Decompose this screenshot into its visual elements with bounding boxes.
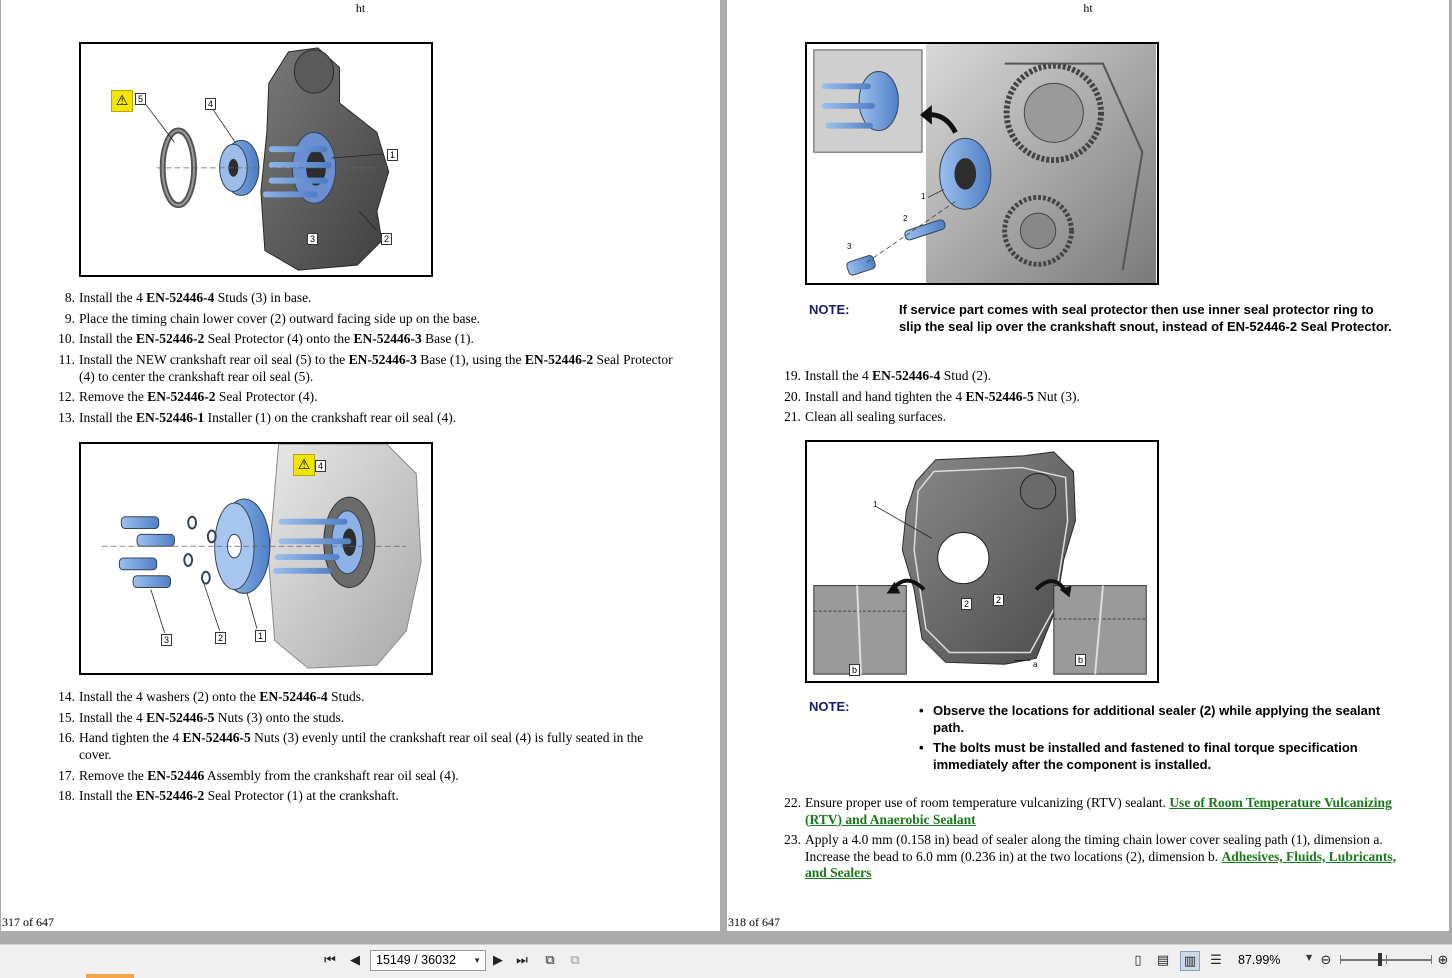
step-text: Base (1), using the [416,352,525,368]
step-number: 9. [64,310,75,326]
step-number: 12. [58,389,75,405]
page-header: ht [1083,1,1093,15]
step-number: 8. [64,290,75,305]
note-text: If service part comes with seal protector then use inner seal protector ring to slip the seal lip over the crankshaft snout, instead of EN-52446-2 Seal Protector. [899,302,1392,334]
page-317 [1,0,720,931]
step-text: Stud (2). [940,368,991,383]
page-318 [727,0,1449,931]
step-text: Clean all sealing surfaces. [805,409,946,425]
callout-3: 3 [161,634,172,646]
figure-label-1: 1 [873,500,878,509]
step-item [57,352,677,385]
step-number: 20. [784,388,801,404]
tool-number: EN-52446-3 [348,352,417,368]
step-22: 22. Ensure proper use of room temperature vulcanizing (RTV) sealant. Use of Room Temperature Vulcanizing (RTV) and Anaerobic Sealant [784,795,1392,827]
page-indicator: 15149 / 36032 [376,953,456,967]
page-header: ht [355,1,366,15]
page-footer: 317 of 647 [2,915,54,929]
step-number: 18. [58,788,75,804]
zoom-level[interactable]: 87.99% [1238,953,1281,967]
note-bullet: • Observe the locations for additional sealer (2) while applying the sealant path. [919,703,1409,736]
first-page-icon[interactable]: ⏮ [324,953,336,968]
page-number-select[interactable] [370,950,486,971]
step-number: 15. [58,709,75,725]
tool-number: EN-52446-2 [136,788,205,804]
step-item [783,389,1413,406]
figure-label-2: 2 [903,214,908,223]
step-item [57,788,677,805]
step-item [57,311,677,328]
tool-number: EN-52446-1 [136,409,205,425]
dimension-b-label: b [849,664,860,676]
tool-number: EN-52446-5 [182,730,251,746]
page-footer: 318 of 647 [728,915,780,929]
tool-number: EN-52446-2 [136,331,205,347]
goto-next-view-icon[interactable]: ⧉ [570,953,580,968]
callout-2: 2 [381,233,392,245]
step-text: Seal Protector (4) onto the [204,331,354,347]
tool-number: EN-52446 [147,767,205,783]
step-item [57,768,677,785]
step-text: Ensure proper use of room temperature vulcanizing (RTV) sealant. [805,795,1170,810]
dimension-a-label: a [1033,660,1038,669]
step-text: Seal Protector (4). [215,389,318,405]
step-text: Install the 4 [805,368,873,383]
step-text: Install the [79,331,136,347]
step-number: 17. [58,767,75,783]
callout-2: 2 [993,594,1004,606]
step-number: 21. [784,409,801,425]
callout-2: 2 [215,632,226,644]
chevron-down-icon[interactable]: ▼ [1306,953,1313,962]
navigation-toolbar [0,944,1452,978]
dimension-b-label: b [1075,654,1086,666]
callout-4: 4 [205,98,216,110]
tool-number: EN-52446-4 [259,689,328,704]
step-text: Remove the [79,767,148,783]
step-text: Install and hand tighten the 4 [805,388,966,404]
step-number: 11. [58,352,75,368]
note-seal-protector [809,302,1399,354]
callout-1: 1 [387,149,398,161]
step-text: Install the NEW crankshaft rear oil seal (5) to the [79,352,349,368]
steps-22-23 [783,795,1413,886]
step-text: Base (1). [421,331,474,347]
step-number: 10. [58,331,75,347]
step-item [57,331,677,348]
facing-pages-view-icon[interactable]: ▥ [1180,951,1200,971]
step-text: Install the 4 washers (2) onto the [79,689,260,704]
tool-number: EN-52446-4 [146,290,215,305]
step-text: Nuts (3) evenly until the crankshaft rear oil seal (4) is fully seated in the cover. [79,730,644,762]
step-text: Assembly from the crankshaft rear oil seal (4). [204,767,459,783]
step-text: Install the [79,409,136,425]
warning-icon: ⚠ [111,90,133,112]
figure-installer-assembly [79,442,433,675]
link-rtv-sealant[interactable]: Use of Room Temperature Vulcanizing (RTV) and Anaerobic Sealant [805,795,1392,827]
taskbar-accent [86,974,134,978]
step-number: 16. [58,730,75,746]
tool-number: EN-52446-2 [147,389,216,405]
step-23: 23. Apply a 4.0 mm (0.158 in) bead of sealer along the timing chain lower cover sealing path (1), dimension a. Increase the bead to 6.0 mm (0.236 in) at the two locations (2), dimension b. Adhesives, Fluids, Lubricants, and Sealers [784,832,1396,881]
last-page-icon[interactable]: ⏭ [516,953,528,968]
figure-label-3: 3 [847,242,852,251]
step-text: Place the timing chain lower cover (2) outward facing side up on the base. [79,310,481,326]
goto-previous-view-icon[interactable]: ⧉ [545,953,555,968]
step-text: Install the 4 [79,709,147,725]
tool-number: EN-52446-3 [353,331,422,347]
step-text: Studs. [327,689,365,704]
continuous-page-view-icon[interactable]: ▤ [1156,953,1170,968]
tool-number: EN-52446-5 [965,388,1034,404]
figure-sealant-path [805,440,1159,683]
zoom-slider-tick [1386,955,1387,964]
step-item [783,368,1413,385]
step-number: 13. [58,409,75,425]
zoom-slider-tick [1431,955,1432,964]
steps-19-21 [783,368,1413,430]
link-adhesives-fluids[interactable]: Adhesives, Fluids, Lubricants, and Sealers [805,848,1396,881]
step-item [57,389,677,406]
callout-4: 4 [315,460,326,472]
step-item [57,710,677,727]
step-text: Install the 4 [79,290,147,305]
step-text: Nut (3). [1033,388,1080,404]
continuous-facing-view-icon[interactable]: ☰ [1210,953,1222,968]
step-item [783,409,1413,426]
steps-14-18 [57,689,677,809]
chevron-down-icon: ▼ [473,956,481,965]
figure-engine-svg [807,44,1157,283]
step-text: Nuts (3) onto the studs. [214,709,345,725]
step-text: Apply a 4.0 mm (0.158 in) bead of sealer along the timing chain lower cover sealing path (1), dimension a. Increase the bead to 6.0 mm (0.236 in) at the two locations (2), dimension b. [805,832,1383,864]
single-page-view-icon[interactable]: ▯ [1134,953,1142,968]
zoom-slider-thumb[interactable] [1378,953,1382,966]
callout-1: 1 [255,630,266,642]
tool-number: EN-52446-5 [146,709,215,725]
figure-seal-protector-engine [805,42,1159,285]
steps-8-13 [57,290,677,431]
step-text: Hand tighten the 4 [79,730,183,746]
figure-seal-base-assembly [79,42,433,277]
figure-sealant-svg [807,442,1157,681]
tool-number: EN-52446-4 [872,368,941,383]
step-number: 14. [58,689,75,704]
step-item [57,689,677,706]
step-text: Remove the [79,389,148,405]
next-page-icon[interactable]: ▶ [493,953,503,968]
zoom-in-icon[interactable]: ⊕ [1437,953,1449,968]
step-number: 19. [784,368,801,383]
warning-icon: ⚠ [293,454,315,476]
step-text: Seal Protector (4) to center the crankshaft rear oil seal (5). [79,352,673,384]
zoom-slider-tick [1340,955,1341,964]
note-bullet: • The bolts must be installed and fastened to final torque specification immediately after the component is installed. [919,740,1409,773]
prev-page-icon[interactable]: ◀ [350,953,360,968]
figure-label-1: 1 [921,192,926,201]
step-item [57,410,677,427]
step-text: Installer (1) on the crankshaft rear oil seal (4). [204,409,457,425]
zoom-out-icon[interactable]: ⊖ [1320,953,1332,968]
figure-seal-base-svg [81,44,431,275]
step-item [57,290,677,307]
step-text: Seal Protector (1) at the crankshaft. [204,788,399,804]
note-sealer-bolts [809,699,1409,779]
step-text: Studs (3) in base. [214,290,312,305]
tool-number: EN-52446-2 [524,352,594,368]
callout-5: 5 [135,93,146,105]
step-text: Install the [79,788,136,804]
step-item [57,730,677,763]
note-bullets [919,703,1409,777]
callout-3: 3 [307,233,318,245]
note-label: NOTE: [809,699,850,714]
callout-2: 2 [961,598,972,610]
note-label: NOTE: [809,302,850,317]
